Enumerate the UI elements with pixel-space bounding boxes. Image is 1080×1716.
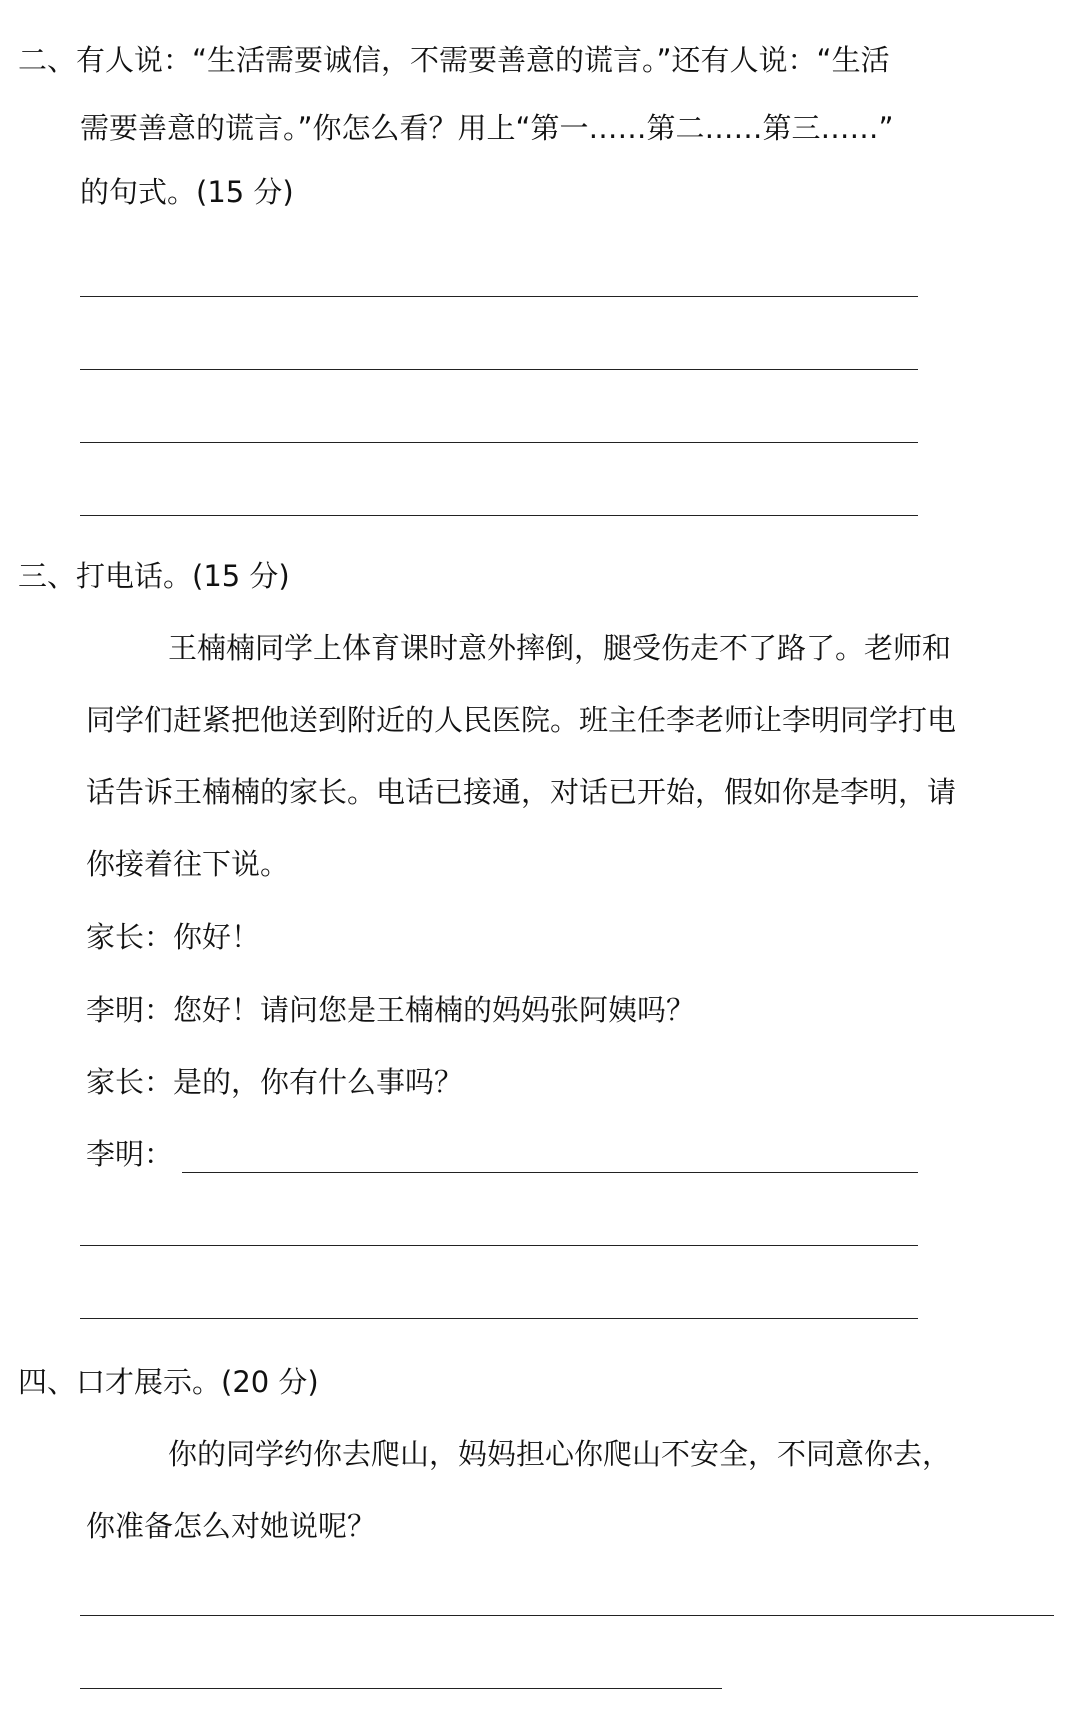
section3-paragraph-line3: 话告诉王楠楠的家长。电话已接通，对话已开始，假如你是李明，请 bbox=[86, 775, 957, 809]
section3-paragraph-line2: 同学们赶紧把他送到附近的人民医院。班主任李老师让李明同学打电 bbox=[86, 703, 957, 737]
section4-paragraph-line1: 你的同学约你去爬山，妈妈担心你爬山不安全，不同意你去， bbox=[168, 1437, 952, 1471]
section3-heading: 三、打电话。(15 分) bbox=[18, 559, 290, 593]
dialog-parent-1: 家长：你好！ bbox=[86, 920, 261, 954]
section2-answer-line-3[interactable] bbox=[80, 442, 918, 443]
dialog-liming-1: 李明：您好！请问您是王楠楠的妈妈张阿姨吗？ bbox=[86, 993, 696, 1027]
section4-heading: 四、口才展示。(20 分) bbox=[18, 1365, 319, 1399]
section2-answer-line-2[interactable] bbox=[80, 369, 918, 370]
section3-paragraph-line4: 你接着往下说。 bbox=[86, 847, 290, 881]
section3-answer-line-2[interactable] bbox=[80, 1245, 918, 1246]
section2-answer-line-4[interactable] bbox=[80, 515, 918, 516]
section3-answer-line-1[interactable] bbox=[182, 1172, 918, 1173]
section3-answer-line-3[interactable] bbox=[80, 1318, 918, 1319]
dialog-parent-2: 家长：是的，你有什么事吗？ bbox=[86, 1065, 464, 1099]
section4-answer-line-2[interactable] bbox=[80, 1688, 722, 1689]
section4-answer-line-1[interactable] bbox=[80, 1615, 1054, 1616]
section3-paragraph-line1: 王楠楠同学上体育课时意外摔倒，腿受伤走不了路了。老师和 bbox=[168, 631, 952, 665]
section2-question-line1: 二、有人说：“生活需要诚信，不需要善意的谎言。”还有人说：“生活 bbox=[18, 43, 890, 77]
dialog-liming-label: 李明： bbox=[86, 1137, 174, 1171]
section2-question-line3: 的句式。(15 分) bbox=[80, 175, 294, 209]
section2-answer-line-1[interactable] bbox=[80, 296, 918, 297]
section2-question-line2: 需要善意的谎言。”你怎么看？用上“第一……第二……第三……” bbox=[80, 111, 894, 145]
section4-paragraph-line2: 你准备怎么对她说呢？ bbox=[86, 1509, 377, 1543]
